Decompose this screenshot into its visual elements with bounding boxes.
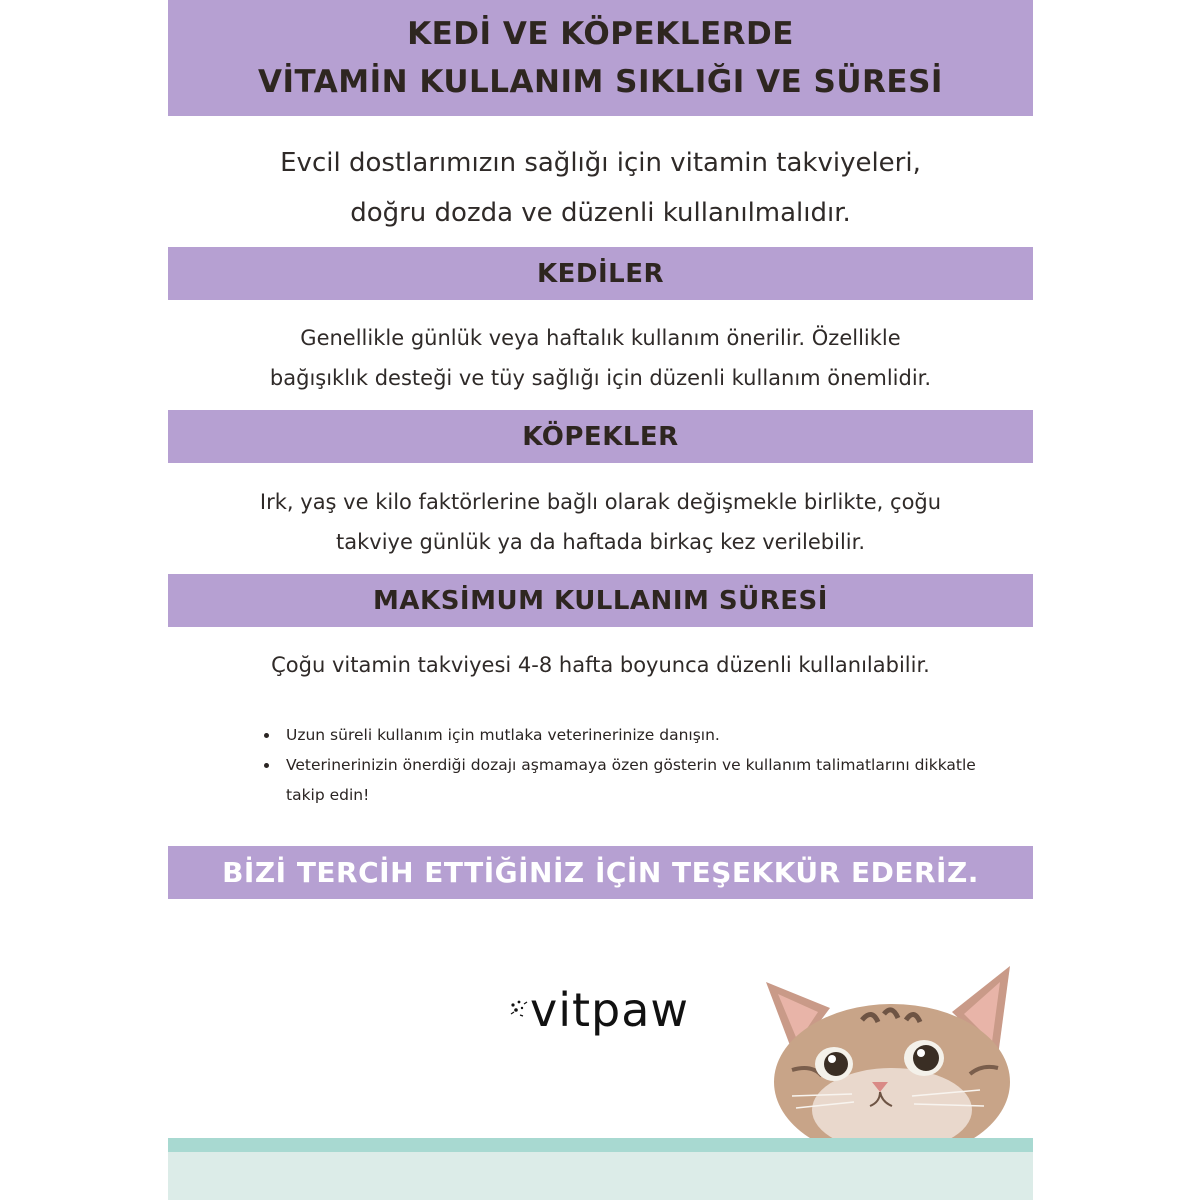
section-text-dogs [168,482,1033,562]
section-text-max-duration [168,645,1033,685]
brand-logo [508,980,689,1040]
dogs-line-1: Irk, yaş ve kilo faktörlerine bağlı olarak değişmekle birlikte, çoğu [259,490,942,514]
notes-list [262,720,980,810]
section-text-cats [168,318,1033,398]
cat-peeking-icon [752,960,1032,1142]
intro-line-2: doğru dozda ve düzenli kullanılmalıdır. [350,198,851,228]
page-title-banner [168,0,1033,116]
brand-logo-text: vitpaw [530,983,690,1037]
list-item: • Uzun süreli kullanım için mutlaka veterinerinize danışın. [280,720,980,750]
bottom-accent-strip [168,1138,1033,1152]
intro-text [168,138,1033,238]
dogs-line-2: takviye günlük ya da haftada birkaç kez verilebilir. [336,530,865,554]
max-duration-line-1: Çoğu vitamin takviyesi 4-8 hafta boyunca düzenli kullanılabilir. [271,653,930,677]
cats-line-1: Genellikle günlük veya haftalık kullanım önerilir. Özellikle [300,326,901,350]
page-title-line-2: VİTAMİN KULLANIM SIKLIĞI VE SÜRESİ [258,64,943,100]
section-heading-dogs: KÖPEKLER [168,410,1033,463]
thanks-banner: BİZİ TERCİH ETTİĞİNİZ İÇİN TEŞEKKÜR EDERİZ. [168,846,1033,899]
section-heading-max-duration: MAKSİMUM KULLANIM SÜRESİ [168,574,1033,627]
section-heading-cats: KEDİLER [168,247,1033,300]
bottom-footer-area [168,1152,1033,1200]
intro-line-1: Evcil dostlarımızın sağlığı için vitamin takviyeleri, [280,148,921,178]
list-item: • Veterinerinizin önerdiği dozajı aşmamaya özen gösterin ve kullanım talimatlarını dikkatle takip edin! [280,750,980,810]
paw-sparkle-icon [508,996,530,1024]
cats-line-2: bağışıklık desteği ve tüy sağlığı için düzenli kullanım önemlidir. [269,366,932,390]
page-title-line-1: KEDİ VE KÖPEKLERDE [407,16,794,52]
